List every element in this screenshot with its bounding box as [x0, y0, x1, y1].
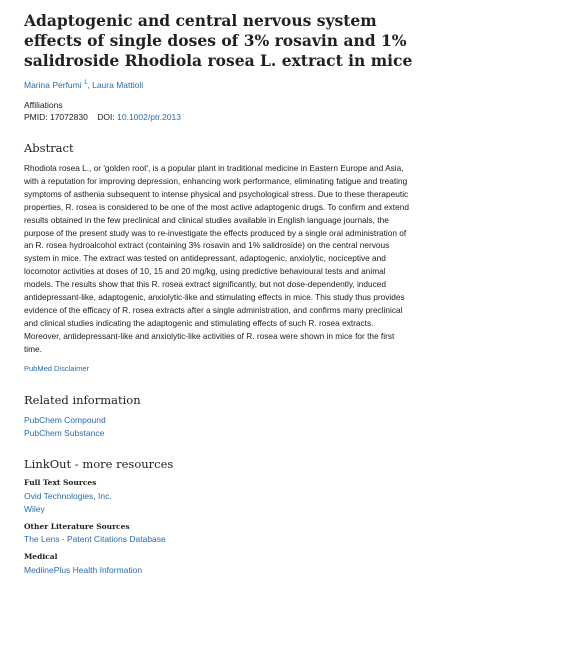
- pubmed-disclaimer-link[interactable]: PubMed Disclaimer: [24, 364, 90, 373]
- pubchem-compound-link[interactable]: PubChem Compound: [24, 415, 106, 425]
- abstract-heading: Abstract: [24, 141, 74, 155]
- pmid: PMID: 17072830: [24, 112, 88, 122]
- article-identifiers: [24, 112, 181, 122]
- article-title: Adaptogenic and central nervous system effects of single doses of 3% rosavin and 1% salidroside Rhodiola rosea L. extract in mice: [24, 11, 413, 70]
- wiley-link[interactable]: Wiley: [24, 504, 45, 514]
- author-list: Marina Perfumi $^1$, Laura Mattioli: [24, 80, 144, 90]
- affiliation-marker[interactable]: 1: [84, 80, 88, 87]
- medlineplus-link[interactable]: MedlinePlus Health Information: [24, 565, 143, 575]
- abstract-text: Rhodiola rosea L., or 'golden root', is a popular plant in traditional medicine in Eastern Europe and Asia, with a reputation for improving depression, enhancing work performance, eliminating fatigue and treating symptoms of asthenia subsequent to intense physical and psychological stress. Due to these therapeutic properties, R. rosea is considered to be one of the most active adaptogenic drugs. To confirm and extend results obtained in the few preclinical and clinical studies available in English language journals, the purpose of the present study was to re-investigate the effects produced by a single oral administration of an R. rosea hydroalcohol extract (containing 3% rosavin and 1% salidroside) on the central nervous system in mice. The extract was tested on antidepressant, adaptogenic, anxiolytic, nociceptive and locomotor activities at doses of 10, 15 and 20 mg/kg, using predictive behavioural tests and animal models. The results show that this R. rosea extract significantly, but not dose-dependently, induced antidepressant-like, adaptogenic, anxiolytic-like and stimulating effects in mice. This study thus provides evidence of the efficacy of R. rosea extracts after a single administration, and confirms many preclinical and clinical studies indicating the adaptogenic and stimulating effects of such R. rosea extracts. Moreover, antidepressant-like and anxiolytic-like activities of R. rosea were shown in mice for the first time.: [24, 163, 409, 354]
- linkout-heading: LinkOut - more resources: [24, 457, 174, 471]
- medical-label: Medical: [24, 552, 58, 561]
- doi-link[interactable]: 10.1002/ptr.2013: [117, 112, 181, 122]
- ovid-link[interactable]: Ovid Technologies, Inc.: [24, 491, 112, 501]
- full-text-sources-label: Full Text Sources: [24, 478, 97, 487]
- related-information-heading: Related information: [24, 393, 141, 407]
- the-lens-link[interactable]: The Lens - Patent Citations Database: [24, 534, 166, 544]
- author-link[interactable]: Marina Perfumi: [24, 80, 82, 90]
- affiliations-toggle[interactable]: Affiliations: [24, 100, 63, 110]
- doi-label: DOI:: [97, 112, 115, 122]
- other-literature-sources-label: Other Literature Sources: [24, 522, 130, 531]
- author-link[interactable]: Laura Mattioli: [92, 80, 144, 90]
- pubchem-substance-link[interactable]: PubChem Substance: [24, 428, 105, 438]
